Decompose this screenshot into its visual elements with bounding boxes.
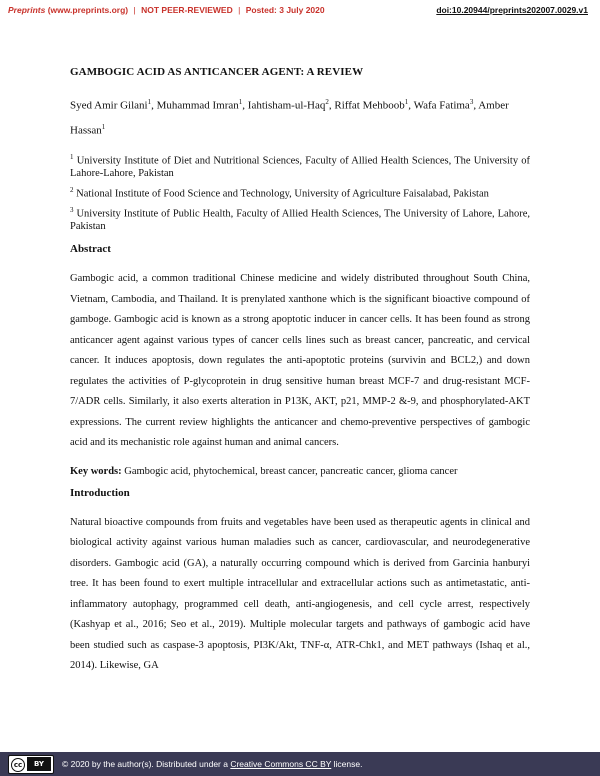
author-affil-sup: 3	[469, 98, 474, 106]
author-affil-sup: 2	[325, 98, 329, 106]
peer-review-status: NOT PEER-REVIEWED	[141, 5, 233, 15]
by-label-icon: BY	[27, 757, 51, 771]
keywords-label: Key words:	[70, 465, 122, 477]
affiliation-sup: 3	[70, 205, 74, 214]
header-separator: |	[133, 5, 136, 15]
author-affil-sup: 1	[404, 98, 409, 106]
affiliation-text: University Institute of Diet and Nutritional Sciences, Faculty of Allied Health Sciences, The University of Lahore-Lahore, Pakistan	[70, 155, 531, 180]
author-name: Riffat Mehboob	[334, 99, 405, 112]
paper-title: GAMBOGIC ACID AS ANTICANCER AGENT: A REVIEW	[70, 66, 364, 78]
affiliation-text: University Institute of Public Health, Faculty of Allied Health Sciences, The University of Lahore, Lahore, Pakistan	[70, 208, 530, 232]
header-separator: |	[238, 5, 241, 15]
affiliation-list	[70, 151, 530, 233]
author-name: Wafa Fatima	[413, 99, 470, 112]
author-name: Amber Hassan	[70, 99, 509, 137]
copyright-suffix: license.	[331, 759, 363, 769]
cc-circle-icon: cc	[11, 758, 25, 772]
author-name: Muhammad Imran	[156, 99, 239, 112]
keywords-line	[70, 466, 530, 477]
affiliation-item	[70, 204, 530, 234]
preprint-header-info	[8, 5, 325, 15]
introduction-heading: Introduction	[70, 486, 130, 499]
license-footer	[0, 752, 600, 776]
introduction-text: Natural bioactive compounds from fruits and vegetables have been used as therapeutic agents in clinical and biological activity against various human maladies such as cancer, cardiovascular, and neurodegenerative disorders. Gambogic acid (GA), a naturally occurring compound which is derived from Garcinia hanburyi tree. It has been found to exert multiple intracellular and extracellular actions such as antimetastatic, anti-inflammatory autophagy, programmed cell death, anti-angiogenesis, and cell cycle arrest, respectively (Kashyap et al., 2016; Seo et al., 2019). Multiple molecular targets and pathways of gambogic acid have been studied such as caspase-3 apoptosis, PI3K/Akt, TNF-α, ATR-Chk1, and MET pathways (Ishaq et al., 2014). Likewise, GA	[70, 516, 530, 672]
paper-content	[70, 66, 530, 677]
author-affil-sup: 1	[238, 98, 243, 106]
preprint-header-bar	[0, 0, 600, 22]
preprints-brand[interactable]: Preprints	[8, 5, 46, 15]
posted-date: Posted: 3 July 2020	[245, 5, 325, 15]
affiliation-item	[70, 184, 530, 201]
author-affil-sup: 1	[101, 122, 106, 131]
abstract-text: Gambogic acid, a common traditional Chinese medicine and widely distributed throughout South China, Vietnam, Cambodia, and Thailand. It is prenylated xanthone which is the significant bioactive compound of gamboge. Gambogic acid is known as a strong apoptotic inducer in cancer cells. It has been found as strong anticancer agent against various types of cancer cells lines such as breast cancer, pancreatic, and cervical cancer. It induces apoptosis, down regulates the anti-apoptotic proteins (survivin and BCL2,) and down regulates the activities of P-glycoprotein in drug sensitive human breast MCF-7 and drug-resistant MCF-7/ADR cells. Similarly, it also exerts alteration in P13K, AKT, p21, MMP-2 &-9, and phosphorylated-AKT expressions. The current review highlights the anticancer and chemo-preventive perspectives of gambogic acid and its mechanistic role against human and animal cancers.	[70, 273, 530, 449]
preprints-site-link[interactable]: (www.preprints.org)	[47, 5, 129, 15]
affiliation-sup: 1	[70, 153, 74, 162]
affiliation-sup: 2	[70, 185, 74, 194]
abstract-heading: Abstract	[70, 243, 111, 256]
author-list: Syed Amir Gilani$^1$, Muhammad Imran$^1$, Iahtisham-ul-Haq$^2$, Riffat Mehboob$^1$, Wafa Fatima$^3$, Amber Hassan$^1$	[70, 98, 509, 137]
cc-by-badge-icon[interactable]	[8, 755, 54, 774]
keywords-text: Gambogic acid, phytochemical, breast cancer, pancreatic cancer, glioma cancer	[124, 465, 458, 477]
license-link[interactable]: Creative Commons CC BY	[230, 759, 332, 769]
license-text	[62, 759, 362, 769]
author-affil-sup: 1	[147, 98, 152, 106]
author-name: Iahtisham-ul-Haq	[247, 99, 326, 112]
author-name: Syed Amir Gilani	[70, 99, 148, 112]
affiliation-item	[70, 151, 530, 181]
copyright-prefix: © 2020 by the author(s). Distributed under a	[62, 759, 231, 769]
affiliation-text: National Institute of Food Science and Technology, University of Agriculture Faisalabad, Pakistan	[76, 188, 489, 200]
doi-link[interactable]: doi:10.20944/preprints202007.0029.v1	[436, 5, 588, 15]
